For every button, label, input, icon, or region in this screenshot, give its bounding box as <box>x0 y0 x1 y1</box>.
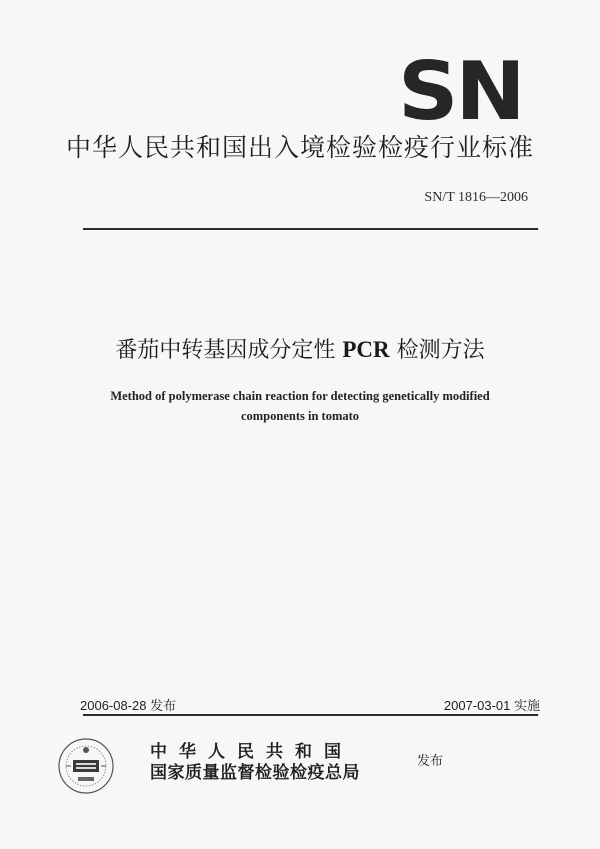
standard-code: SN/T 1816—2006 <box>424 190 528 205</box>
implementation-date: 2007-03-01 实施 <box>443 698 540 713</box>
sn-logo: SN <box>398 45 523 138</box>
english-title-line1: Method of polymerase chain reaction for detecting genetically modified <box>110 389 490 403</box>
issuer-country: 中华人民共和国 <box>150 742 353 762</box>
title-zh-part1: 番茄中转基因成分定性 <box>115 338 336 363</box>
anti-counterfeit-seal-icon <box>56 736 116 796</box>
top-divider <box>83 228 538 230</box>
document-title <box>0 336 600 365</box>
bottom-divider <box>83 714 538 716</box>
title-zh-latin: PCR <box>342 337 390 362</box>
standard-category-title: 中华人民共和国出入境检验检疫行业标准 <box>66 133 535 162</box>
english-title <box>0 386 600 426</box>
publish-label: 发布 <box>417 754 444 769</box>
title-zh-part2: 检测方法 <box>396 338 485 363</box>
issuer-block <box>150 742 360 784</box>
english-title-line2: components in tomato <box>240 409 360 423</box>
issue-date: 2006-08-28 发布 <box>80 698 177 713</box>
issuer-agency: 国家质量监督检验检疫总局 <box>150 763 360 783</box>
